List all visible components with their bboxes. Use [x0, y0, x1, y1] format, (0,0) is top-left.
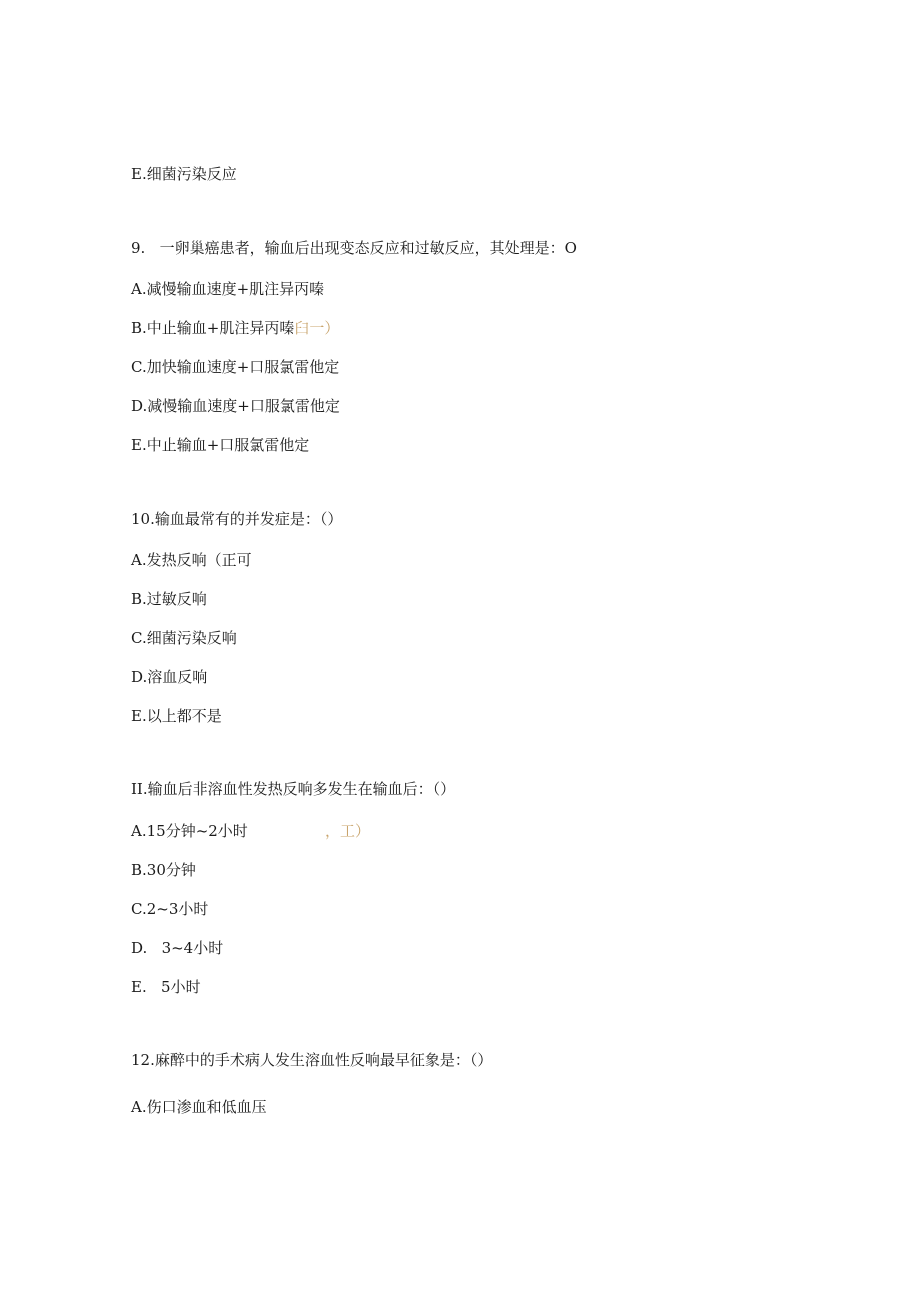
question-10-option-e: E.以上都不是 — [131, 707, 222, 725]
question-11-option-e: E. 5小时 — [131, 978, 201, 996]
handwritten-mark: 臼一） — [294, 319, 340, 337]
question-9-option-c: C.加快输血速度+口服氯雷他定 — [131, 358, 340, 376]
question-9-option-b — [131, 318, 339, 338]
question-10-option-d: D.溶血反响 — [131, 668, 208, 686]
question-12-option-a: A.伤口渗血和低血压 — [131, 1098, 267, 1116]
question-10-stem: 10.输血最常有的并发症是：（） — [131, 510, 343, 528]
question-9-option-d: D.减慢输血速度+口服氯雷他定 — [131, 397, 340, 415]
question-11-option-a: A.15分钟~2小时 — [131, 822, 248, 840]
question-12-stem: 12.麻醉中的手术病人发生溶血性反响最早征象是：（） — [131, 1051, 493, 1069]
handwritten-mark: ，工） — [325, 822, 371, 840]
question-11-stem: II.输血后非溶血性发热反响多发生在输血后：（） — [131, 780, 456, 798]
option-b-text: B.中止输血+肌注异丙嗪 — [131, 319, 295, 337]
question-10-option-a: A.发热反响（正可 — [131, 551, 252, 569]
question-10-option-b: B.过敏反响 — [131, 590, 207, 608]
question-11-option-d: D. 3~4小时 — [131, 939, 224, 957]
question-9-option-a: A.减慢输血速度+肌注异丙嗪 — [131, 280, 325, 298]
question-11-option-c: C.2~3小时 — [131, 900, 209, 918]
prev-question-option-e: E.细菌污染反应 — [131, 165, 237, 183]
question-11-option-b: B.30分钟 — [131, 861, 196, 879]
question-9-option-e: E.中止输血+口服氯雷他定 — [131, 436, 310, 454]
question-10-option-c: C.细菌污染反响 — [131, 629, 237, 647]
question-9-stem: 9. 一卵巢癌患者，输血后出现变态反应和过敏反应，其处理是：O — [131, 239, 577, 257]
